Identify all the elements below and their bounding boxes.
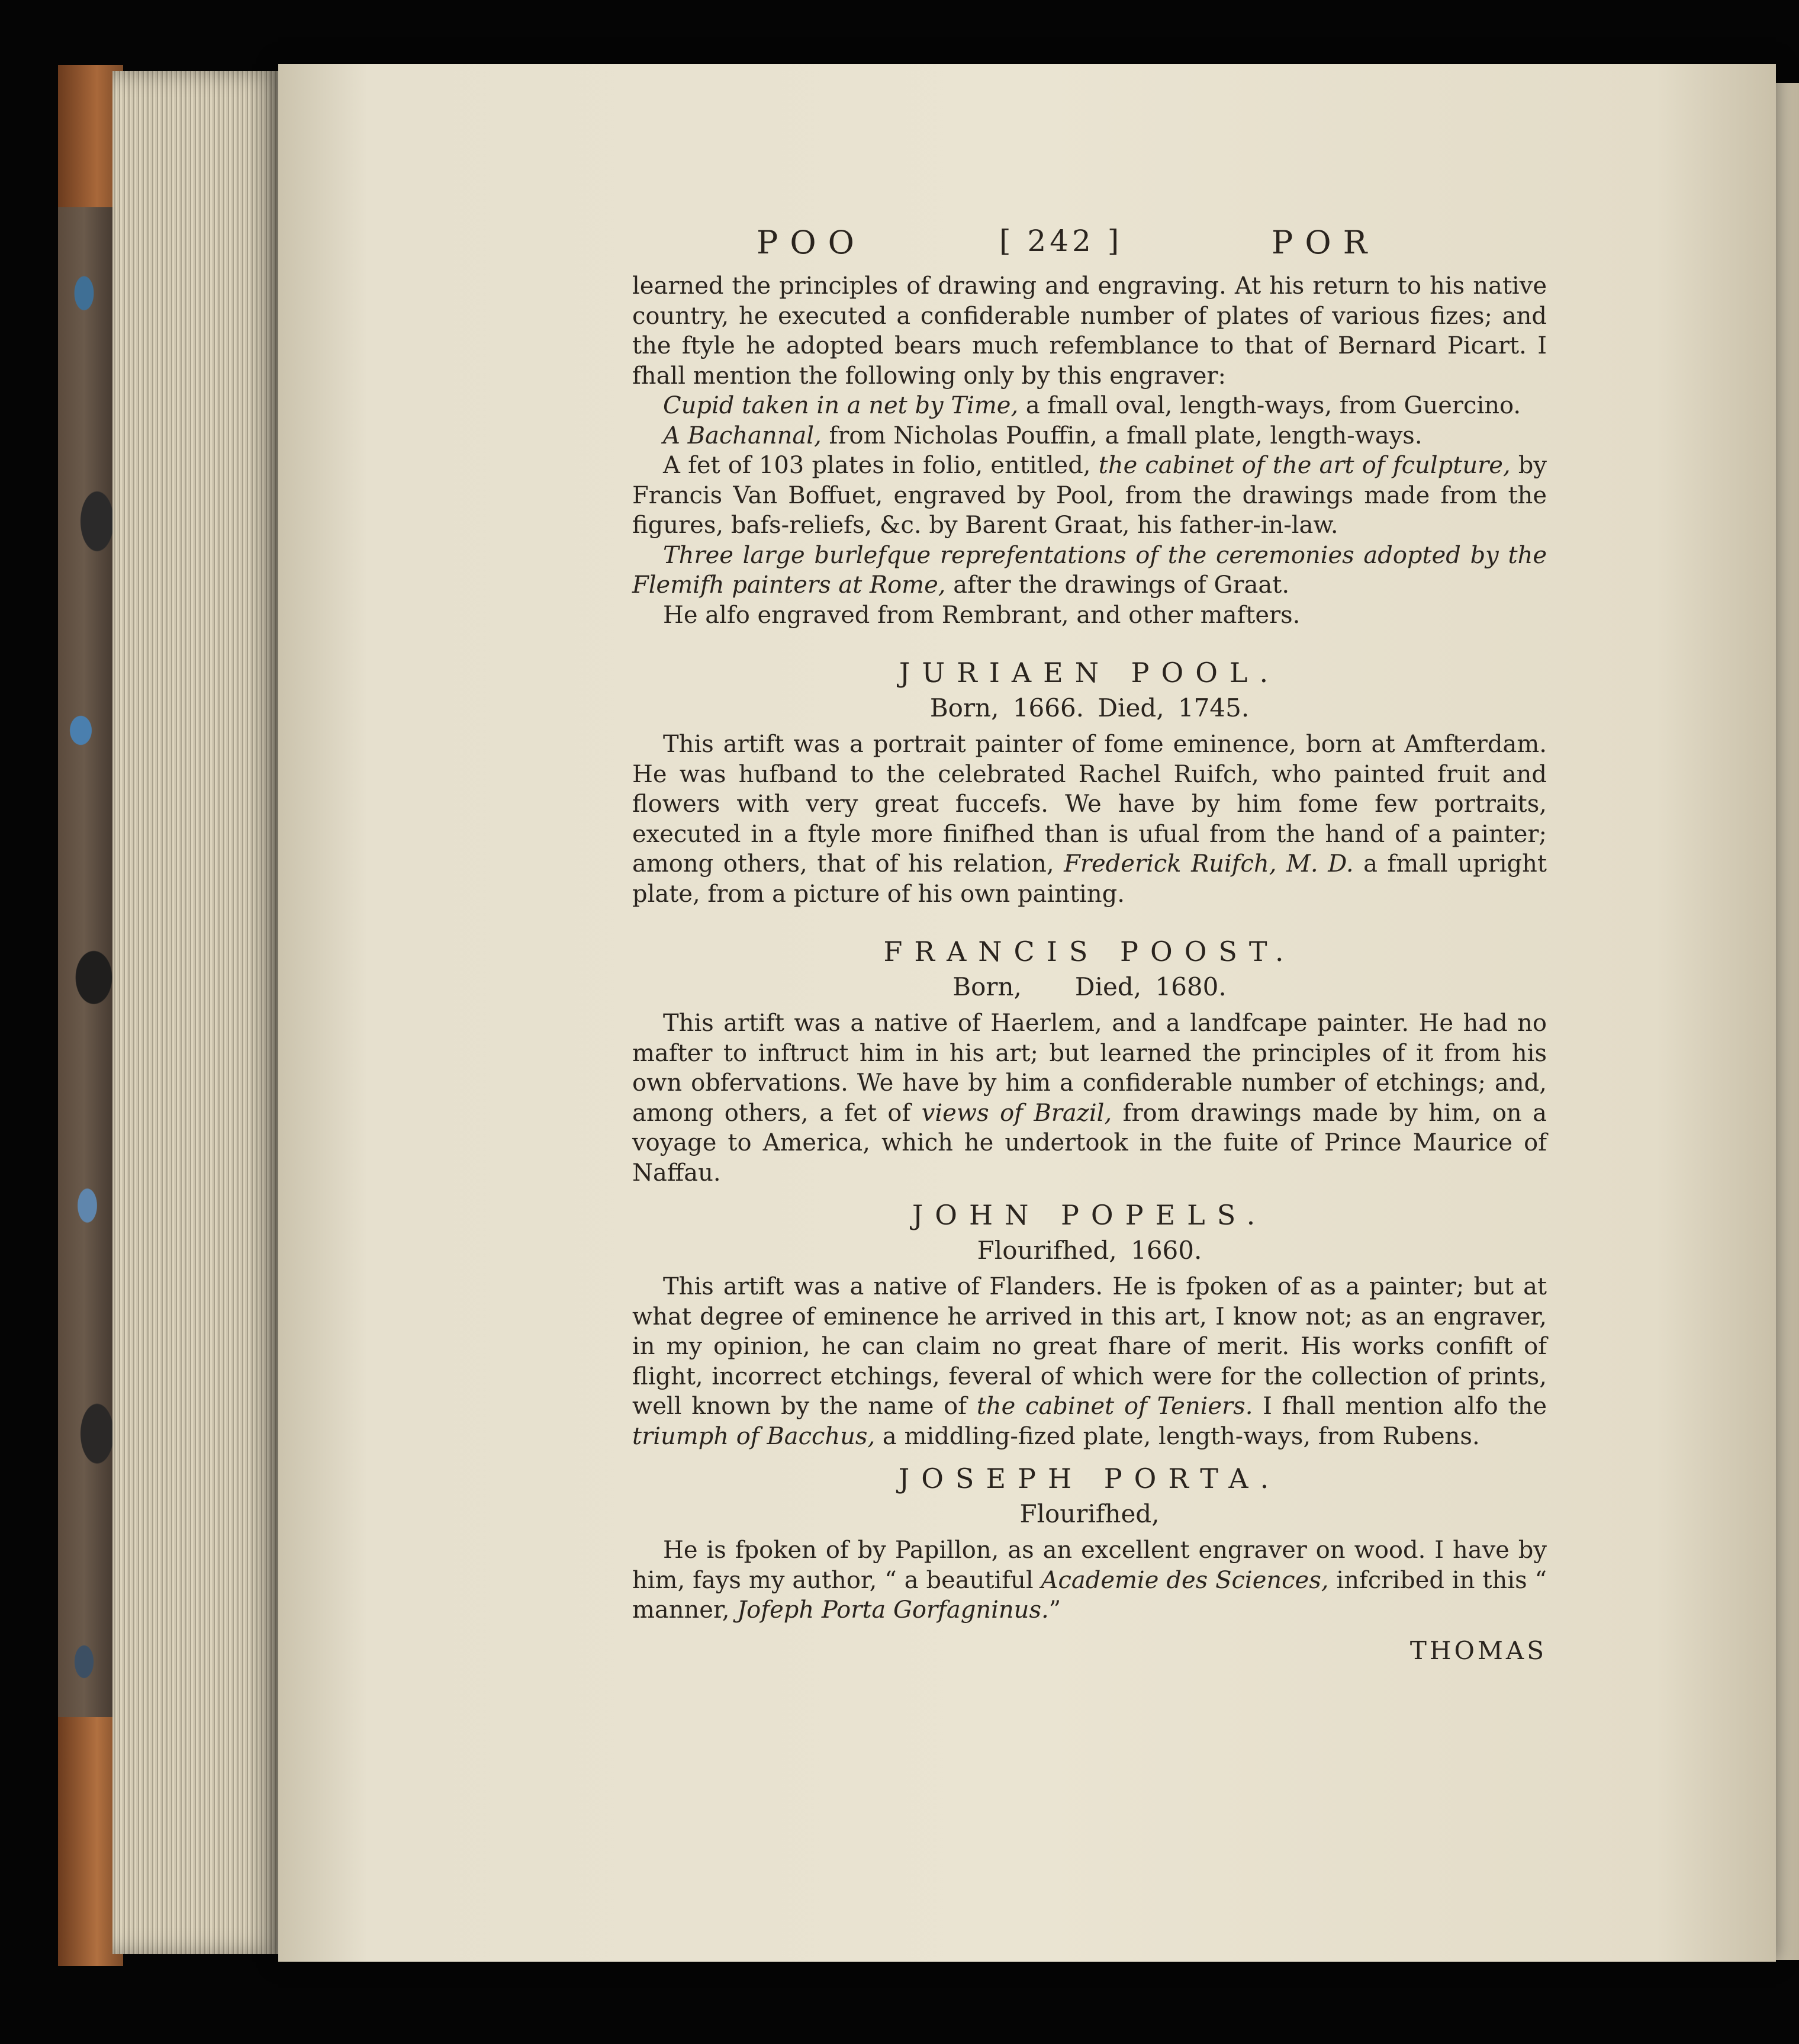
entry-dates-pool: Born, 1666. Died, 1745. xyxy=(929,693,1250,722)
work-title: Cupid taken in a net by Time, xyxy=(663,392,1019,419)
entry-body-pool xyxy=(632,729,1547,909)
body-text: infcribed in this “ manner, xyxy=(632,1566,1547,1624)
entry-body-porta xyxy=(632,1535,1547,1625)
catchword: THOMAS xyxy=(1409,1635,1547,1665)
work-title: A Bachannal, xyxy=(663,422,822,449)
page-number: [ 242 ] xyxy=(999,224,1123,258)
page-edges xyxy=(112,71,284,1954)
work-title: Academie des Sciences, xyxy=(1041,1566,1329,1594)
work-title: Three large burlefque reprefentations of the ceremonies adopted by the Flemifh painters at Rome, xyxy=(632,541,1547,599)
entry-dates-popels: Flourifhed, 1660. xyxy=(977,1236,1202,1265)
work-title: the cabinet of Teniers. xyxy=(976,1393,1253,1420)
body-text: from drawings made by him, on a voyage to America, which he undertook in the fuite of Prince Maurice of Naffau. xyxy=(632,1099,1547,1187)
work-entry xyxy=(632,391,1547,421)
work-detail: after the drawings of Graat. xyxy=(945,571,1290,599)
work-entry xyxy=(632,421,1547,451)
work-detail: A fet of 103 plates in folio, entitled, xyxy=(663,452,1099,479)
running-head xyxy=(632,224,1547,271)
entry-heading-porta: JOSEPH PORTA. xyxy=(898,1463,1281,1495)
work-detail: by Francis Van Boffuet, engraved by Pool, from the drawings made from the figures, bafs-reliefs, &c. by Barent Graat, his father-in-law. xyxy=(632,452,1547,539)
work-title: the cabinet of the art of fculpture, xyxy=(1098,452,1511,479)
work-detail: from Nicholas Pouffin, a fmall plate, length-ways. xyxy=(821,422,1423,449)
running-head-right: POR xyxy=(1272,224,1379,261)
work-entry xyxy=(632,541,1547,600)
entry-heading-popels: JOHN POPELS. xyxy=(912,1199,1267,1231)
page-text xyxy=(632,224,1547,1665)
body-text: ” xyxy=(1048,1596,1061,1624)
work-title: Jofeph Porta Gorfagninus. xyxy=(737,1596,1049,1624)
body-text: a middling-fized plate, length-ways, from Rubens. xyxy=(875,1422,1480,1450)
entry-body-poost xyxy=(632,1008,1547,1188)
entry-body-popels xyxy=(632,1272,1547,1451)
born-label: Born, xyxy=(952,972,1022,1001)
entry-dates-porta: Flourifhed, xyxy=(1019,1499,1160,1528)
body-text: This artift was a portrait painter of fome eminence, born at Amfterdam. He was hufband to the celebrated Rachel Ruifch, who painted fruit and flowers with very great fuccefs. We have by him fome few portraits, executed in a ftyle more finifhed than is ufual from the hand of a painter; among others, that of his relation, xyxy=(632,731,1547,878)
entry-heading-poost: FRANCIS POOST. xyxy=(883,936,1296,968)
work-entry: He alfo engraved from Rembrant, and other mafters. xyxy=(663,601,1301,629)
body-text: I fhall mention alfo the xyxy=(1253,1393,1547,1420)
work-title: views of Brazil, xyxy=(921,1099,1112,1127)
died-label: Died, 1680. xyxy=(1074,972,1227,1001)
body-text: He is fpoken of by Papillon, as an excellent engraver on wood. I have by him, fays my author, “ a beautiful xyxy=(632,1537,1547,1594)
entry-dates-poost xyxy=(632,970,1547,1004)
entry-heading-pool: JURIAEN POOL. xyxy=(899,657,1280,689)
body-text: a fmall upright plate, from a picture of his own painting. xyxy=(632,850,1547,908)
running-head-left: POO xyxy=(757,224,866,261)
work-detail: a fmall oval, length-ways, from Guercino. xyxy=(1018,392,1521,419)
intro-paragraph: learned the principles of drawing and engraving. At his return to his native country, he executed a confiderable number of plates of various fizes; and the ftyle he adopted bears much refemblance to that of Bernard Picart. I fhall mention the following only by this engraver: xyxy=(632,272,1547,390)
body-text: This artift was a native of Haerlem, and a landfcape painter. He had no mafter to inftruct him in his art; but learned the principles of it from his own obfervations. We have by him a confiderable number of etchings; and, among others, a fet of xyxy=(632,1010,1547,1127)
work-title: Frederick Ruifch, M. D. xyxy=(1064,850,1354,878)
body-text: This artift was a native of Flanders. He is fpoken of as a painter; but at what degree of eminence he arrived in this art, I know not; as an engraver, in my opinion, he can claim no great fhare of merit. His works confift of flight, incorrect etchings, feveral of which were for the collection of prints, well known by the name of xyxy=(632,1273,1547,1420)
work-title: triumph of Bacchus, xyxy=(632,1422,876,1450)
work-entry xyxy=(632,451,1547,541)
